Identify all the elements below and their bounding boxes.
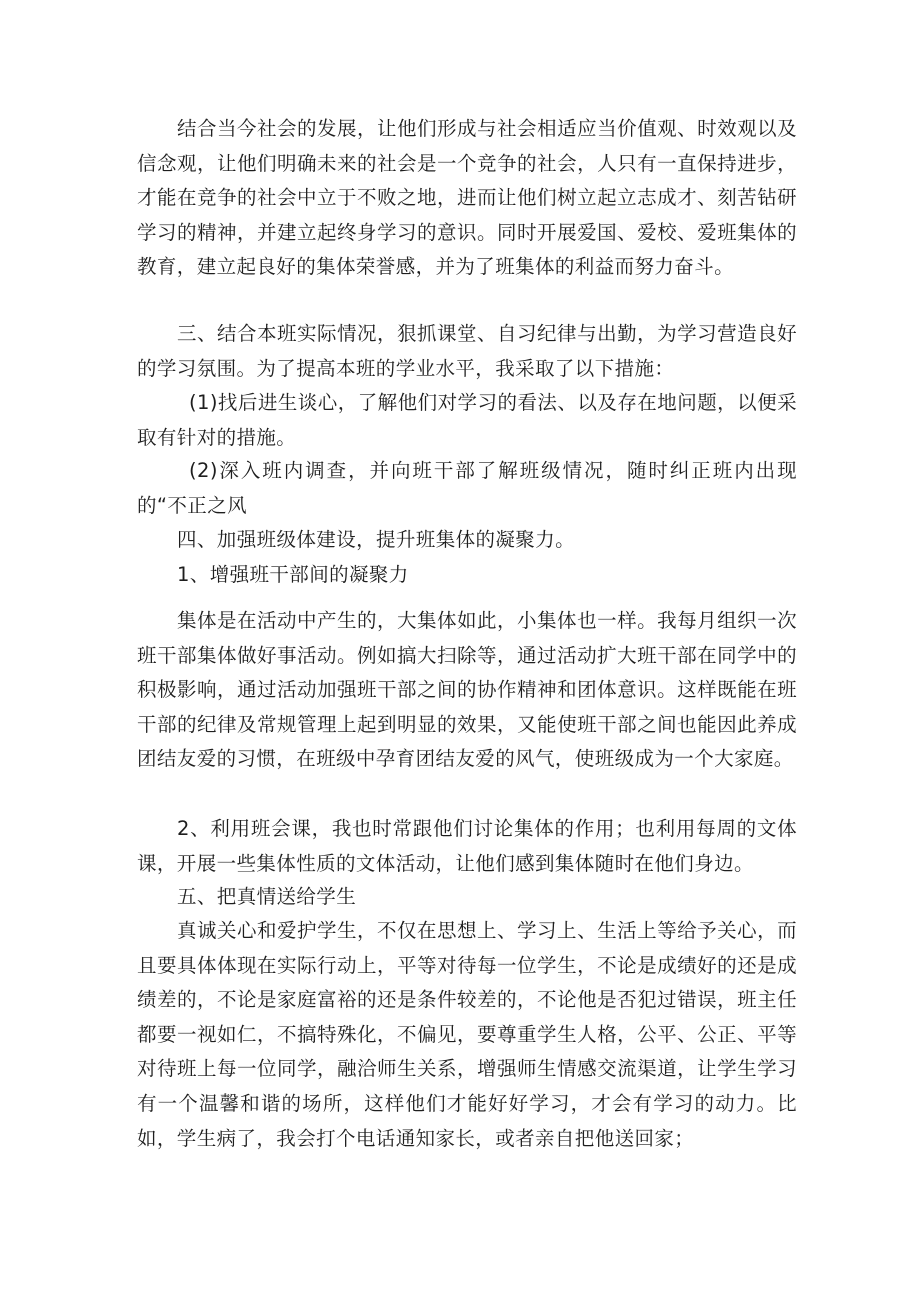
heading-subsection-one: 1、增强班干部间的凝聚力 [177, 563, 409, 586]
paragraph-measure-two: (2)深入班内调查，并向班干部了解班级情况，随时纠正班内出现的“不正之风 [137, 459, 797, 517]
paragraph-section-three: 三、结合本班实际情况，狠抓课堂、自习纪律与出勤，为学习营造良好的学习氛围。为了提高本班的学业水平，我采取了以下措施： [137, 322, 797, 380]
paragraph-measure-one: (1)找后进生谈心，了解他们对学习的看法、以及存在地问题，以便采取有针对的措施。 [137, 391, 797, 449]
heading-section-four: 四、加强班级体建设，提升班集体的凝聚力。 [177, 528, 576, 551]
paragraph-care-for-students: 真诚关心和爱护学生，不仅在思想上、学习上、生活上等给予关心，而且要具体体现在实际行动上，平等对待每一位学生，不论是成绩好的还是成绩差的，不论是家庭富裕的还是条件较差的，不论他是否犯过错误，班主任都要一视如仁，不搞特殊化，不偏见，要尊重学生人格，公平、公正、平等对待班上每一位同学，融洽师生关系，增强师生情感交流渠道，让学生学习有一个温馨和谐的场所，这样他们才能好好学习，才会有学习的动力。比如，学生病了，我会打个电话通知家长，或者亲自把他送回家； [137, 919, 797, 1150]
paragraph-collective-activities: 集体是在活动中产生的，大集体如此，小集体也一样。我每月组织一次班干部集体做好事活动。例如搞大扫除等，通过活动扩大班干部在同学中的积极影响，通过活动加强班干部之间的协作精神和团体意识。这样既能在班干部的纪律及常规管理上起到明显的效果，又能使班干部之间也能因此养成团结友爱的习惯，在班级中孕育团结友爱的风气，使班级成为一个大家庭。 [137, 609, 797, 771]
heading-section-five: 五、把真情送给学生 [177, 885, 357, 908]
paragraph-subsection-two: 2、利用班会课，我也时常跟他们讨论集体的作用；也利用每周的文体课，开展一些集体性质的文体活动，让他们感到集体随时在他们身边。 [137, 817, 797, 875]
paragraph-values-education: 结合当今社会的发展，让他们形成与社会相适应当价值观、时效观以及信念观，让他们明确未来的社会是一个竞争的社会，人只有一直保持进步，才能在竞争的社会中立于不败之地，进而让他们树立起立志成才、刻苦钻研学习的精神，并建立起终身学习的意识。同时开展爱国、爱校、爱班集体的教育，建立起良好的集体荣誉感，并为了班集体的利益而努力奋斗。 [137, 117, 797, 279]
